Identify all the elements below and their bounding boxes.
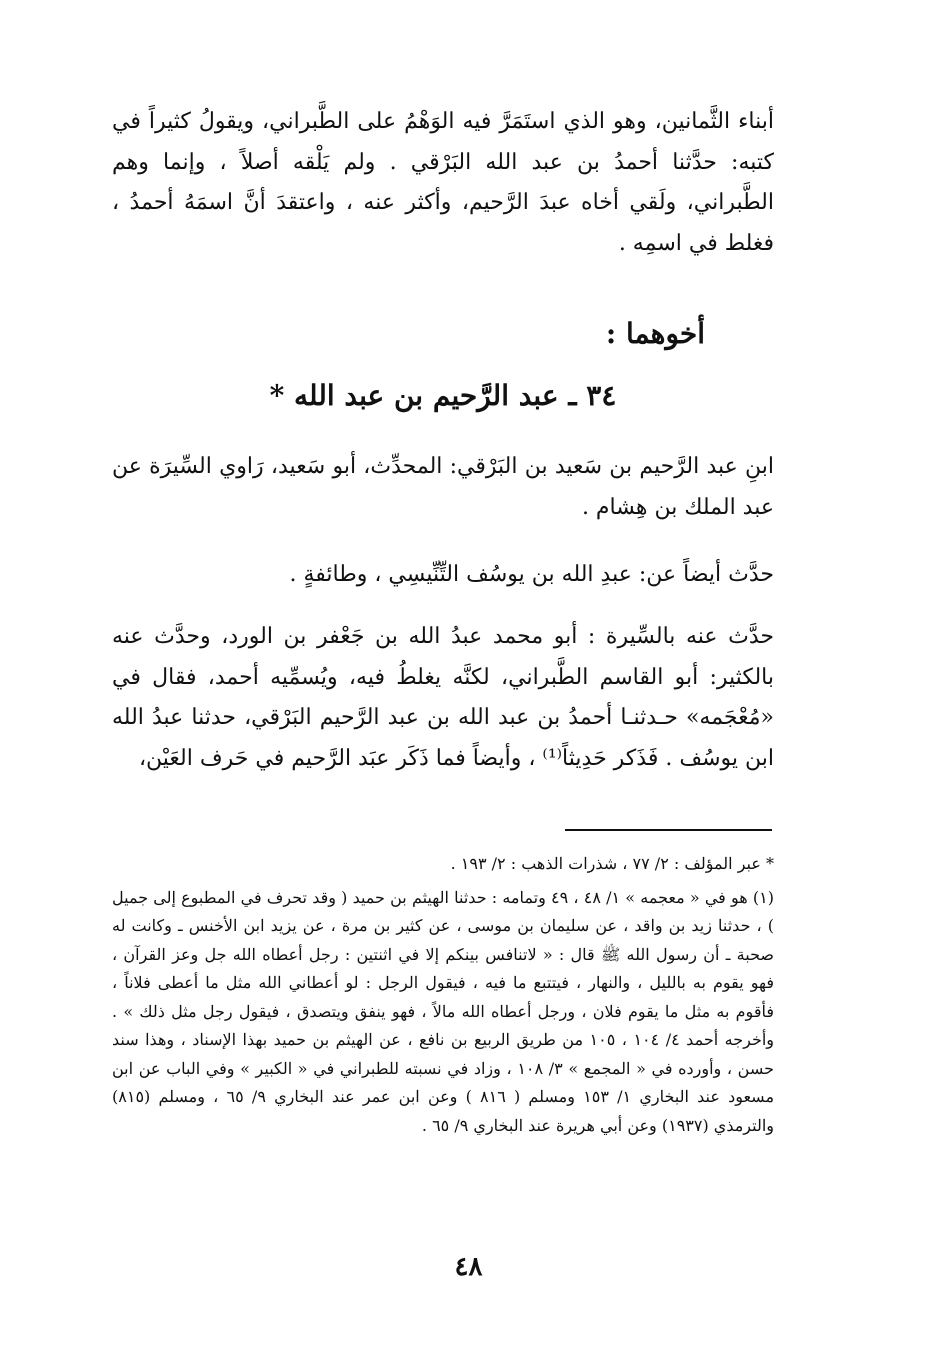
entry-body-1	[112, 447, 774, 528]
entry-title: ٣٤ ـ عبد الرَّحيم بن عبد الله *	[269, 379, 617, 412]
footnote-source: * عبر المؤلف : ٢/ ٧٧ ، شذرات الذهب : ٢/ ١٩٣ .	[450, 854, 774, 873]
section-heading: أخوهما :	[605, 317, 705, 350]
entry-body-3	[112, 617, 774, 779]
entry-paragraph-3: حدَّث عنه بالسِّيرة : أبو محمد عبدُ الله بن جَعْفر بن الورد، وحدَّث عنه بالكثير: أبو القاسم الطَّبراني، لكنَّه يغلطُ فيه، ويُسمِّيه أحمد، فقال في «مُعْجَمه» حـدثنـا أحمدُ بن عبد الله بن عبد الرَّحيم البَرْقي، حدثنا عبدُ الله ابن يوسُف . فَذَكر حَدِيثاً⁽¹⁾ ، وأيضاً فما ذَكَر عبَد الرَّحيم في حَرف العَيْن،	[112, 624, 774, 771]
page-number: ٤٨	[454, 1252, 483, 1282]
entry-paragraph-2: حدَّث أيضاً عن: عبدِ الله بن يوسُف التِّنِّيسِي ، وطائفةٍ .	[289, 562, 774, 587]
footnote-1: (١) هو في « معجمه » ١/ ٤٨ ، ٤٩ وتمامه : حدثنا الهيثم بن حميد ( وقد تحرف في المطبوع إلى جميل ) ، حدثنا زيد بن واقد ، عن سليمان بن موسى ، عن كثير بن مرة ، عن يزيد ابن الأخنس ـ وكانت له صحبة ـ أن رسول الله ﷺ قال : « لاتنافس بينكم إلا في اثنتين : رجل أعطاه الله جل وعز القرآن ، فهو يقوم به بالليل ، والنهار ، فيتتبع ما فيه ، فيقول الرجل : لو أعطاني الله مثل ما أعطى فلاناً ، فأقوم به مثل ما يقوم فلان ، ورجل أعطاه الله مالاً ، فهو ينفق ويتصدق ، فيقول رجل مثل ذلك » . وأخرجه أحمد ٤/ ١٠٤ ، ١٠٥ من طريق الربيع بن نافع ، عن الهيثم بن حميد بهذا الإسناد ، وهذا سند حسن ، وأورده في « المجمع » ٣/ ١٠٨ ، وزاد في نسبته للطبراني في « الكبير » وفي الباب عن ابن مسعود عند البخاري ١/ ١٥٣ ومسلم ( ٨١٦ ) وعن ابن عمر عند البخاري ٩/ ٦٥ ، ومسلم (٨١٥) والترمذي (١٩٣٧) وعن أبي هريرة عند البخاري ٩/ ٦٥ .	[112, 887, 775, 1135]
top-paragraph-block	[112, 102, 774, 264]
entry-paragraph-1: ابنِ عبد الرَّحيم بن سَعيد بن البَرْقي: المحدِّث، أبو سَعيد، رَاوي السِّيرَة عن عبد الملك بن هِشام .	[112, 454, 774, 520]
entry-body-2	[112, 555, 774, 596]
footnotes	[112, 850, 774, 1140]
top-paragraph: أبناء الثَّمانين، وهو الذي استَمَرَّ فيه الوَهْمُ على الطَّبراني، ويقولُ كثيراً في كتبه: حدَّثنا أحمدُ بن عبد الله البَرْقي . ولم يَلْقه أصلاً ، وإنما وهم الطَّبراني، ولَقي أخاه عبدَ الرَّحيم، وأكثر عنه ، واعتقدَ أنَّ اسمَهُ أحمدُ ، فغلط في اسمِه .	[112, 109, 775, 256]
footnote-divider	[565, 829, 772, 831]
